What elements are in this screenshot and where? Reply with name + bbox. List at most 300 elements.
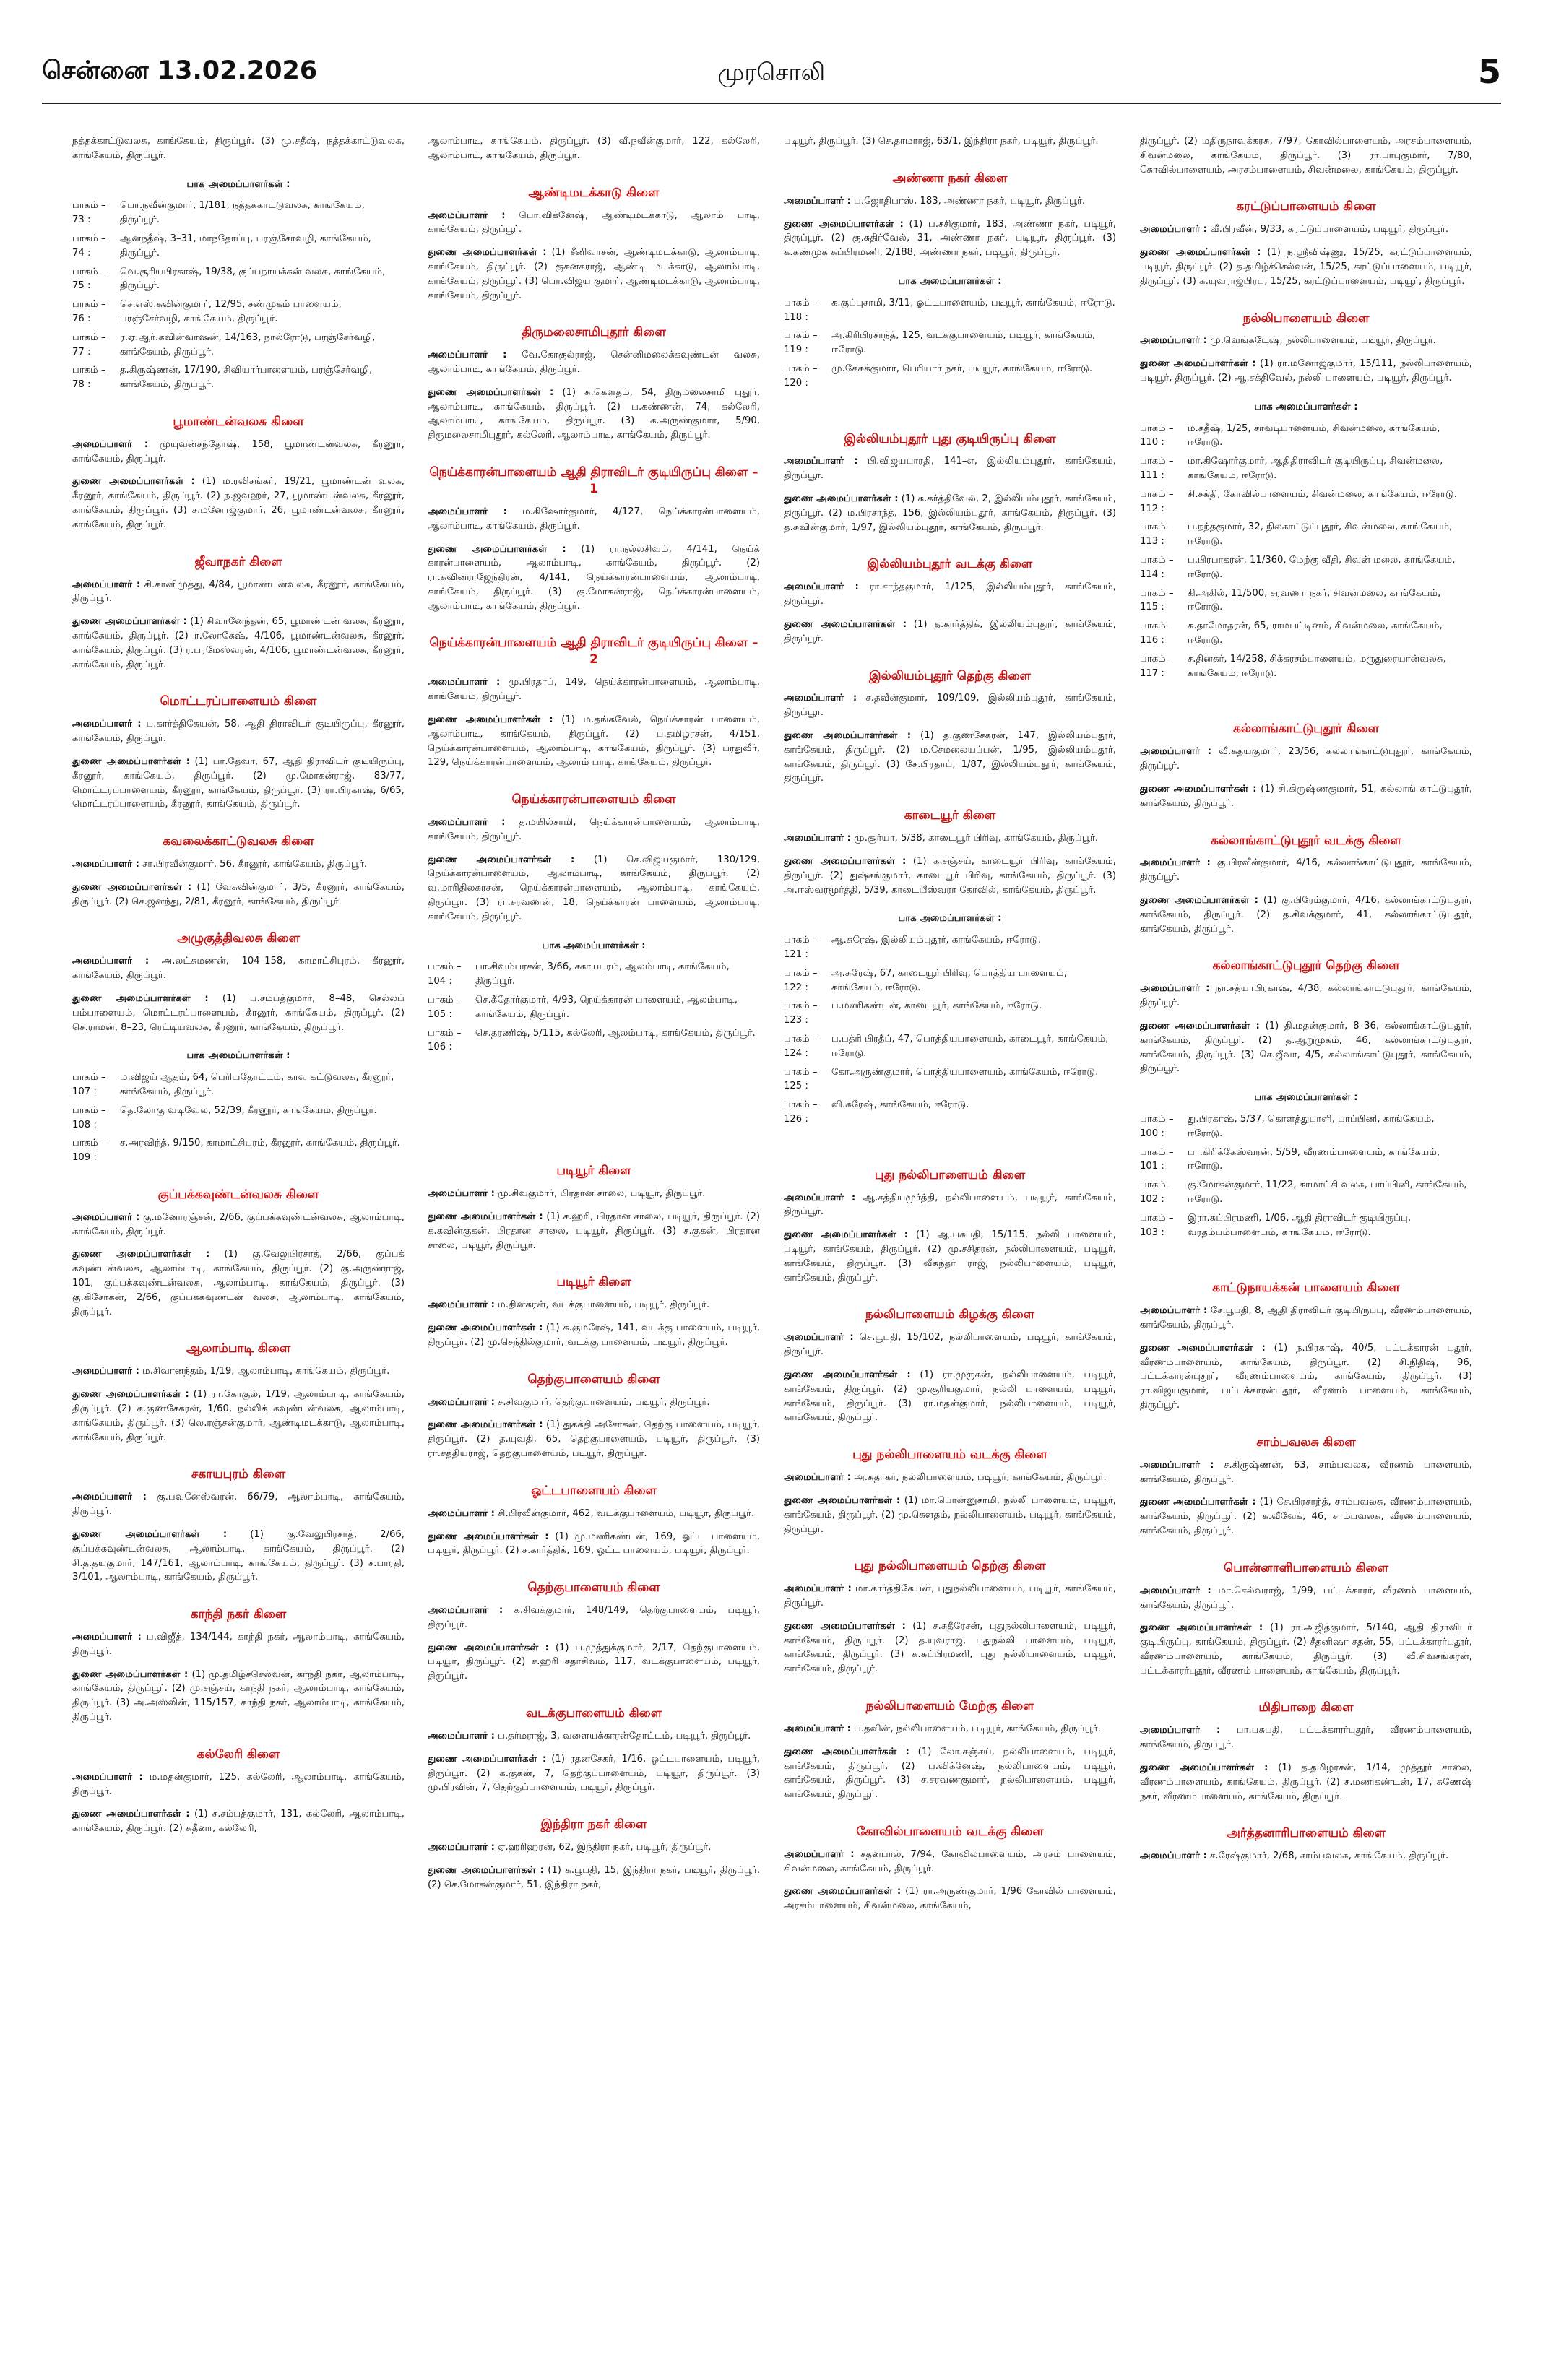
deputy-label: துணை அமைப்பாளர்கள் : [1140, 247, 1261, 259]
deputy-organizers-entry [72, 1247, 405, 1319]
deputy-label: துணை அமைப்பாளர்கள் : [428, 1642, 549, 1653]
bagam-number: பாகம் – 75 : [72, 266, 106, 292]
organizer-label: அமைப்பாளர் : [428, 1188, 495, 1200]
bagam-number: பாகம் – 100 : [1140, 1113, 1174, 1139]
deputy-organizers-entry [72, 475, 405, 532]
organizer-label: அமைப்பாளர் : [428, 1299, 495, 1311]
branch-heading: புது நல்லிபாளையம் தெற்கு கிளை [854, 1559, 1046, 1574]
bagam-text: ப.நந்தகுமார், 32, நிலகாட்டுப்புதூர், சிவன்மலை, காங்கேயம், ஈரோடு. [1188, 522, 1453, 548]
branch-heading: இல்லியம்புதூர் தெற்கு கிளை [869, 668, 1031, 683]
deputy-organizers-entry [1140, 1019, 1472, 1076]
entry-text: சி.கானிமுத்து, 4/84, பூமாண்டன்வலசு, கீரனூர், காங்கேயம், திருப்பூர். [72, 579, 405, 605]
continued-text: நத்தக்காட்டுவலசு, காங்கேயம், திருப்பூர். (3) மு.சதீஷ், நத்தக்காட்டுவலசு, காங்கேயம், திருப்பூர். [72, 136, 405, 161]
entry-text: (1) ந.ஸ்ரீவிஷ்ணு, 15/25, கரட்டுப்பாளையம், படியூர், திருப்பூர். (2) த.தமிழ்ச்செல்வன், 15/25, கரட்டுப்பாளையம், படியூர், திருப்பூர். (3) சு.யுவராஜ்பிரபு, 15/25, கரட்டுப்பாளையம், படியூர், திருப்பூர். [1140, 247, 1472, 287]
deputy-organizers-entry [72, 755, 405, 812]
entry-text: ம.கிஷோர்குமார், 4/127, நெய்க்காரன்பாளையம், ஆலாம்பாடி, காங்கேயம், திருப்பூர். [428, 506, 760, 532]
entry-text: மா.கார்த்திகேயன், புதுநல்லிபாளையம், படியூர், காங்கேயம், திருப்பூர். [784, 1583, 1116, 1609]
entry-text: (1) சி.கிருஷ்ணகுமார், 51, கல்லாங் காட்டுபுதூர், காங்கேயம், திருப்பூர். [1140, 783, 1472, 809]
masthead [42, 52, 1501, 98]
branch-heading: நெய்க்காரன்பாளையம் ஆதி திராவிடர் குடியிருப்பு கிளை – 2 [429, 636, 758, 667]
branch-heading: வடக்குபாளையம் கிளை [525, 1706, 662, 1721]
entry-text: (1) லோ.சஞ்சய், நல்லிபாளையம், படியூர், காங்கேயம், திருப்பூர். (2) ப.விக்னேஷ், நல்லிபாளையம், படியூர், காங்கேயம், திருப்பூர். (3) ச.சரவணகுமார், நல்லிபாளையம், படியூர், காங்கேயம், திருப்பூர். [784, 1746, 1116, 1801]
organizer-label: அமைப்பாளர் : [1140, 1725, 1221, 1736]
organizer-label: அமைப்பாளர் : [428, 1507, 495, 1519]
entry-text: (1) ப.முத்துக்குமார், 2/17, தெற்குபாளையம், படியூர், திருப்பூர். (2) ச.ஹரி சதாசிவம், 117, வடக்குபாளையம், படியூர், திருப்பூர். [428, 1642, 760, 1682]
deputy-label: துணை அமைப்பாளர்கள் : [1140, 358, 1256, 370]
entry-text: ப.விஜீத், 134/144, காந்தி நகர், ஆலாம்பாடி, காங்கேயம், திருப்பூர். [72, 1632, 405, 1657]
organizer-entry [72, 1770, 405, 1799]
organizer-label: அமைப்பாளர் : [72, 1211, 140, 1223]
organizer-label: அமைப்பாளர் : [428, 209, 506, 221]
entry-text: ம.சிவானந்தம், 1/19, ஆலாம்பாடி, காங்கேயம், திருப்பூர். [142, 1366, 390, 1377]
organizer-entry [428, 1395, 760, 1410]
entry-text: ம.தினகரன், வடக்குபாளையம், படியூர், திருப்பூர். [498, 1299, 710, 1311]
branch-heading: ஓட்டபாளையம் கிளை [531, 1483, 657, 1498]
deputy-organizers-entry [1140, 1495, 1472, 1538]
deputy-label: துணை அமைப்பாளர்கள் : [784, 856, 907, 867]
deputy-label: துணை அமைப்பாளர்கள் : [1140, 1622, 1263, 1634]
deputy-label: துணை அமைப்பாளர்கள் : [428, 543, 566, 555]
deputy-organizers-entry [1140, 893, 1472, 936]
bagam-number: பாகம் – 78 : [72, 365, 106, 391]
organizer-entry [428, 505, 760, 534]
entry-text: ப.தவின், நல்லிபாளையம், படியூர், காங்கேயம், திருப்பூர். [854, 1723, 1101, 1734]
organizer-label: அமைப்பாளர் : [784, 693, 857, 704]
entry-text: க.சிவக்குமார், 148/149, தெற்குபாளையம், படியூர், திருப்பூர். [428, 1605, 760, 1630]
deputy-label: துணை அமைப்பாளர்கள் : [72, 992, 209, 1004]
deputy-label: துணை அமைப்பாளர்கள் : [428, 854, 575, 865]
bagam-text: ச.தினகர், 14/258, சிக்கரசம்பாளையம், மருதுரையான்வலசு, காங்கேயம், ஈரோடு. [1188, 653, 1446, 679]
entry-text: (1) கு.பிரேம்குமார், 4/16, கல்லாங்காட்டுபுதூர், காங்கேயம், திருப்பூர். (2) த.சிவக்குமார், 41, கல்லாங்காட்டுபுதூர், காங்கேயம், திருப்பூர். [1140, 895, 1472, 935]
entry-text: மு.சிவகுமார், பிரதான சாலை, படியூர், திருப்பூர். [498, 1188, 706, 1200]
entry-text: ஆ.சத்தியமூர்த்தி, நல்லிபாளையம், படியூர், காங்கேயம், திருப்பூர். [784, 1192, 1116, 1218]
organizer-label: அமைப்பாளர் : [1140, 335, 1207, 347]
deputy-label: துணை அமைப்பாளர்கள் : [1140, 783, 1257, 795]
bagam-number: பாகம் – 108 : [72, 1104, 106, 1130]
deputy-organizers-entry [428, 386, 760, 443]
entry-text: செ.பூபதி, 15/102, நல்லிபாளையம், படியூர், காங்கேயம், திருப்பூர். [784, 1332, 1116, 1358]
bagam-number: பாகம் – 110 : [1140, 423, 1174, 449]
entry-text: (1) மு.மணிகண்டன், 169, ஓட்ட பாளையம், படியூர், திருப்பூர். (2) ச.கார்த்திக், 169, ஓட்ட பாளையம், படியூர், திருப்பூர். [428, 1531, 760, 1557]
organizer-label: அமைப்பாளர் : [1140, 1305, 1208, 1317]
bagam-number: பாகம் – 118 : [784, 297, 818, 323]
organizer-entry [428, 815, 760, 844]
entry-text: சி.பிரவீன்குமார், 462, வடக்குபாளையம், படியூர், திருப்பூர். [498, 1507, 755, 1519]
column-4 [1140, 134, 1472, 2359]
entry-text: (1) ரா.முருகன், நல்லிபாளையம், படியூர், காங்கேயம், திருப்பூர். (2) மு.சூரியகுமார், நல்லி பாளையம், படியூர், காங்கேயம், திருப்பூர். (3) ரா.மதன்குமார், நல்லிபாளையம், படியூர், காங்கேயம், திருப்பூர். [784, 1369, 1116, 1424]
branch-heading: நல்லிபாளையம் கிழக்கு கிளை [865, 1307, 1035, 1323]
deputy-label: துணை அமைப்பாளர்கள் : [72, 616, 187, 628]
deputy-organizers-entry [428, 713, 760, 770]
bagam-row [784, 1098, 1116, 1127]
deputy-organizers-entry [72, 1807, 405, 1836]
page-date: சென்னை 13.02.2026 [42, 56, 318, 85]
bagam-number: பாகம் – 103 : [1140, 1212, 1174, 1238]
bagam-subheading: பாக அமைப்பாளர்கள் : [542, 940, 646, 951]
bagam-text: ஆனந்தீஷ், 3–31, மாந்தோப்பு, பரஞ்சேர்வழி, காங்கேயம், திருப்பூர். [120, 233, 371, 259]
bagam-number: பாகம் – 77 : [72, 332, 106, 358]
organizer-entry [784, 454, 1116, 483]
bagam-row [784, 999, 1116, 1028]
organizer-entry [1140, 1304, 1472, 1333]
continued-text: படியூர், திருப்பூர். (3) செ.தாமராஜ், 63/1, இந்திரா நகர், படியூர், திருப்பூர். [784, 136, 1099, 147]
deputy-label: துணை அமைப்பாளர்கள் : [784, 1494, 901, 1506]
deputy-label: துணை அமைப்பாளர்கள் : [72, 1249, 210, 1260]
branch-heading: நெய்க்காரன்பாளையம் கிளை [511, 792, 676, 808]
bagam-number: பாகம் – 121 : [784, 935, 818, 960]
entry-text: ச.சிவகுமார், தெற்குபாளையம், படியூர், திருப்பூர். [498, 1396, 710, 1408]
entry-text: (1) க.சஞ்சய், காடையூர் பிரிவு, காங்கேயம், திருப்பூர். (2) துஷ்சங்குமார், காடையூர் பிரிவு, காங்கேயம், திருப்பூர். (3) அ.ஈஸ்வரமூர்த்தி, 5/39, காடையீஸ்வரா கோவில், காங்கேயம், திருப்பூர். [784, 856, 1116, 896]
bagam-number: பாகம் – 116 : [1140, 620, 1174, 646]
deputy-organizers-entry [784, 1884, 1116, 1913]
deputy-label: துணை அமைப்பாளர்கள் : [72, 476, 195, 488]
entry-text: கு.பிரவீன்குமார், 4/16, கல்லாங்காட்டுபுதூர், காங்கேயம், திருப்பூர். [1140, 857, 1472, 883]
entry-text: கு.மனோரஞ்சன், 2/66, குப்பக்கவுண்டன்வலசு, ஆலாம்பாடி, காங்கேயம், திருப்பூர். [72, 1211, 405, 1237]
bagam-text: ப.பத்ரி பிரதீப், 47, பொத்தியபாளையம், காடையூர், காங்கேயம், ஈரோடு. [831, 1033, 1109, 1059]
branch-heading: படியூர் கிளை [556, 1275, 631, 1290]
entry-text: (1) சே.பிரசாந்த், சாம்பவலசு, வீரணம்பாளையம், காங்கேயம், திருப்பூர். (2) சு.வீவேக், 46, சாம்பவலசு, வீரணம்பாளையம், காங்கேயம், திருப்பூர். [1140, 1497, 1472, 1536]
deputy-label: துணை அமைப்பாளர்கள் : [428, 1753, 547, 1765]
organizer-label: அமைப்பாளர் : [428, 677, 501, 688]
bagam-row [428, 993, 760, 1022]
branch-heading: கல்லாங்காட்டுபுதூர் தெற்கு கிளை [1212, 959, 1400, 974]
organizer-entry [428, 348, 760, 377]
deputy-organizers-entry [72, 1388, 405, 1445]
bagam-number: பாகம் – 122 : [784, 967, 818, 993]
deputy-label: துணை அமைப்பாளர்கள் : [784, 1620, 906, 1632]
bagam-row [784, 966, 1116, 995]
deputy-organizers-entry [428, 853, 760, 925]
organizer-entry [72, 857, 405, 872]
organizer-label: அமைப்பாளர் : [1140, 1585, 1211, 1596]
bagam-text: செ.தரணிஷ், 5/115, கல்லேரி, ஆலம்பாடி, காங்கேயம், திருப்பூர். [475, 1027, 756, 1039]
entry-text: (1) ரா.அஜித்குமார், 5/140, ஆதி திராவிடர் குடியிருப்பு, காங்கேயம், திருப்பூர். (2) சீதனிஷா சதன், 55, பட்டக்காரர்புதூர், வீரணம்பாளையம், காங்கேயம், திருப்பூர். (3) வீ.சிவசங்கரன், பட்டக்காரர்புதூர், வீரணம் பாளையம், காங்கேயம், திருப்பூர். [1140, 1622, 1472, 1676]
entry-text: பா.பசுபதி, பட்டக்காரர்புதூர், வீரணம்பாளையம், காங்கேயம், திருப்பூர். [1140, 1725, 1472, 1751]
entry-text: (1) ஆ.பசுபதி, 15/115, நல்லி பாளையம், படியூர், காங்கேயம், திருப்பூர். (2) மு.சசிதரன், நல்லிபாளையம், படியூர், காங்கேயம், திருப்பூர். (3) வீசுந்தர் ராஜ், நல்லிபாளையம், படியூர், காங்கேயம், திருப்பூர். [784, 1229, 1116, 1284]
branch-heading: அண்ணா நகர் கிளை [892, 170, 1008, 186]
organizer-label: அமைப்பாளர் : [1140, 1459, 1214, 1471]
entry-text: (1) ந.பிரகாஷ், 40/5, பட்டக்காரன் புதூர், வீரணம்பாளையம், காங்கேயம், திருப்பூர். (2) சி.நிதிஷ், 96, பட்டக்காரன்புதூர், வீரணம்பாளையம், காங்கேயம், திருப்பூர். (3) ரா.விஜயகுமார், பட்டக்காரன்புதூர், வீரணம் பாளையம், காங்கேயம், திருப்பூர். [1140, 1342, 1472, 1411]
branch-heading: நெய்க்காரன்பாளையம் ஆதி திராவிடர் குடியிருப்பு கிளை – 1 [429, 465, 758, 496]
bagam-row [72, 1136, 405, 1165]
entry-text: (1) செ.விஜயகுமார், 130/129, நெய்க்காரன்பாளையம், ஆலாம்பாடி, காங்கேயம், திருப்பூர். (2) வ.மாரிதிலகரசன், நெய்க்காரன்பாளையம், ஆலாம்பாடி, காங்கேயம், திருப்பூர். (3) ரா.சரவணன், 18, நெய்க்காரன் பாளையம், ஆலாம்பாடி, காங்கேயம், திருப்பூர். [428, 854, 760, 922]
bagam-text: இரா.சுப்பிரமணி, 1/06, ஆதி திராவிடர் குடியிருப்பு, வரதம்பம்பாளையம், காங்கேயம், ஈரோடு. [1188, 1212, 1412, 1238]
organizer-label: அமைப்பாளர் : [72, 1366, 139, 1377]
bagam-number: பாகம் – 74 : [72, 233, 106, 259]
organizer-label: அமைப்பாளர் : [428, 350, 507, 361]
deputy-label: துணை அமைப்பாளர்கள் : [72, 1669, 189, 1680]
bagam-number: பாகம் – 101 : [1140, 1146, 1174, 1172]
bagam-number: பாகம் – 123 : [784, 1000, 818, 1026]
deputy-label: துணை அமைப்பாளர்கள் : [1140, 1020, 1260, 1031]
bagam-text: ஆ.சுரேஷ், இல்லியம்புதூர், காங்கேயம், ஈரோடு. [831, 935, 1042, 946]
bagam-text: சு.தாமோதரன், 65, ராமபட்டினம், சிவன்மலை, காங்கேயம், ஈரோடு. [1188, 620, 1443, 646]
bagam-text: பா.சிவம்பரசன், 3/66, சகாயபுரம், ஆலம்பாடி, காங்கேயம், திருப்பூர். [475, 961, 730, 987]
deputy-label: துணை அமைப்பாளர்கள் : [428, 1419, 543, 1431]
entry-text: (1) தி.மதன்குமார், 8–36, கல்லாங்காட்டுபுதூர், காங்கேயம், திருப்பூர். (2) த.ஆறுமுகம், 46, கல்லாங்காட்டுபுதூர், காங்கேயம், திருப்பூர். (3) செ.ஜீவா, 4/5, கல்லாங்காட்டுபுதூர், காங்கேயம், திருப்பூர். [1140, 1020, 1472, 1075]
entry-text: (1) ரா.நல்லசிவம், 4/141, நெய்க் காரன்பாளையம், ஆலாம்பாடி, காங்கேயம், திருப்பூர். (2) ரா.சுவின்ராஜேந்திரன், 4/141, நெய்க்காரன்பாளையம், ஆலாம்பாடி, காங்கேயம், திருப்பூர். (3) கு.மோகன்ராஜ், நெய்க்காரன்பாளையம், ஆலாம்பாடி, காங்கேயம், திருப்பூர். [428, 543, 760, 612]
branch-heading: பொன்னாளிபாளையம் கிளை [1224, 1560, 1388, 1575]
deputy-label: துணை அமைப்பாளர்கள் : [72, 1809, 190, 1820]
deputy-organizers-entry [72, 992, 405, 1034]
bagam-number: பாகம் – 117 : [1140, 653, 1174, 679]
entry-text: ம.மதன்குமார், 125, கல்லேரி, ஆலாம்பாடி, காங்கேயம், திருப்பூர். [72, 1771, 405, 1797]
organizer-entry [72, 717, 405, 746]
organizer-entry [428, 1604, 760, 1632]
organizer-entry [1140, 856, 1472, 885]
entry-text: (1) த.தமிழரசன், 1/14, முத்தூர் சாலை, வீரணம்பாளையம், காங்கேயம், திருப்பூர். (2) ச.மணிகண்டன், 17, சுணேஷ் நகர், வீரணம்பாளையம், காங்கேயம், திருப்பூர். [1140, 1762, 1472, 1802]
entry-text: (1) சீனிவாசன், ஆண்டிமடக்காடு, ஆலாம்பாடி, காங்கேயம், திருப்பூர். (2) குகனகராஜ், ஆண்டி மடக்காடு, ஆலாம்பாடி, காங்கேயம், திருப்பூர். (3) பொ.விஜய குமார், ஆண்டிமடக்காடு, ஆலாம்பாடி, காங்கேயம், திருப்பூர். [428, 247, 760, 301]
deputy-organizers-entry [428, 1864, 760, 1892]
bagam-row [1140, 422, 1472, 451]
bagam-number: பாகம் – 125 : [784, 1066, 818, 1092]
bagam-text: பொ.நவீன்குமார், 1/181, நத்தக்காட்டுவலசு, காங்கேயம், திருப்பூர். [120, 200, 365, 226]
bagam-text: வெ.சூரியபிரகாஷ், 19/38, குப்பநாயக்கன் வலசு, காங்கேயம், திருப்பூர். [120, 266, 386, 292]
deputy-organizers-entry [784, 1619, 1116, 1676]
organizer-entry [428, 1507, 760, 1521]
organizer-entry [784, 691, 1116, 720]
branch-heading: காட்டுநாயக்கன் பாளையம் கிளை [1212, 1281, 1400, 1296]
bagam-text: கு.மோகன்குமார், 11/22, காமாட்சி வலசு, பாப்பினி, காங்கேயம், ஈரோடு. [1188, 1180, 1467, 1205]
deputy-label: துணை அமைப்பாளர்கள் : [784, 1886, 902, 1897]
organizer-entry [784, 580, 1116, 609]
organizer-entry [784, 831, 1116, 846]
entry-text: (1) ப.சம்பத்குமார், 8–48, செல்லப் பம்பாளையம், மொட்டரப்பாளையம், கீரனூர், காங்கேயம், திருப்பூர். (2) செ.ராமன், 8–23, ரெட்டியவலசு, கீரனூர், காங்கேயம், திருப்பூர். [72, 992, 405, 1033]
bagam-text: கோ.அருண்குமார், பொத்தியபாளையம், காங்கேயம், ஈரோடு. [831, 1066, 1099, 1078]
deputy-label: துணை அமைப்பாளர்கள் : [1140, 895, 1258, 906]
organizer-label: அமைப்பாளர் : [784, 833, 851, 844]
bagam-number: பாகம் – 76 : [72, 299, 106, 324]
bagam-text: அ.கிரிபிரசாந்த், 125, வடக்குபாளையம், படியூர், காங்கேயம், ஈரோடு. [831, 330, 1096, 356]
deputy-organizers-entry [784, 1494, 1116, 1536]
organizer-entry [784, 1471, 1116, 1485]
bagam-subheading: பாக அமைப்பாளர்கள் : [898, 275, 1002, 287]
bagam-row [1140, 652, 1472, 681]
entry-text: (1) ச.சுதீரேசன், புதுநல்லிபாளையம், படியூர், காங்கேயம், திருப்பூர். (2) த.யுவராஜ், புதுநல்லி பாளையம், படியூர், காங்கேயம், திருப்பூர். (3) க.சுப்பிரமணி, புது நல்லிபாளையம், படியூர், காங்கேயம், திருப்பூர். [784, 1620, 1116, 1675]
deputy-organizers-entry [784, 492, 1116, 535]
deputy-label: துணை அமைப்பாளர்கள் : [72, 881, 191, 893]
organizer-label: அமைப்பாளர் : [784, 1192, 856, 1203]
bagam-row [1140, 488, 1472, 516]
organizer-entry [1140, 745, 1472, 774]
bagam-row [784, 1065, 1116, 1094]
branch-heading: சாம்பவலசு கிளை [1256, 1435, 1356, 1450]
organizer-entry [1140, 222, 1472, 237]
deputy-label: துணை அமைப்பாளர்கள் : [1140, 1762, 1268, 1774]
deputy-label: துணை அமைப்பாளர்கள் : [784, 730, 912, 742]
branch-heading: ஆலாம்பாடி கிளை [186, 1341, 291, 1356]
entry-text: த.மயில்சாமி, நெய்க்காரன்பாளையம், ஆலாம்பாடி, காங்கேயம், திருப்பூர். [428, 817, 760, 842]
deputy-organizers-entry [72, 1528, 405, 1585]
bagam-row [784, 329, 1116, 358]
entry-text: ப.தர்மராஜ், 3, வளையக்காரன்தோட்டம், படியூர், திருப்பூர். [498, 1731, 751, 1741]
entry-text: அ.சுதாகர், நல்லிபாளையம், படியூர், காங்கேயம், திருப்பூர். [854, 1472, 1107, 1484]
deputy-label: துணை அமைப்பாளர்கள் : [428, 1211, 543, 1222]
deputy-organizers-entry [784, 1368, 1116, 1425]
organizer-entry [428, 209, 760, 238]
bagam-row [72, 363, 405, 392]
entry-text: (1) ரா.கோகுல், 1/19, ஆலாம்பாடி, காங்கேயம், திருப்பூர். (2) க.குணசேகரன், 1/60, நல்லிக் கவுண்டன்வலசு, ஆலாம்பாடி, காங்கேயம், திருப்பூர். (3) லெ.ரஞ்சன்குமார், ஆண்டிமடக்காடு, ஆலாம்பாடி, காங்கேயம், திருப்பூர். [72, 1389, 405, 1443]
bagam-number: பாகம் – 107 : [72, 1072, 106, 1097]
branch-heading: கவலைக்காட்டுவலசு கிளை [163, 834, 314, 849]
entry-text: (1) ச.ஹரி, பிரதான சாலை, படியூர், திருப்பூர். (2) க.கவின்குகன், பிரதான சாலை, படியூர், திருப்பூர். (3) ச.குகன், பிரதான சாலை, படியூர், திருப்பூர். [428, 1211, 760, 1251]
deputy-organizers-entry [1140, 1341, 1472, 1413]
entry-text: (1) ம.ரவிசங்கர், 19/21, பூமாண்டன் வலசு, கீரனூர், காங்கேயம், திருப்பூர். (2) ந.ஜவஹர், 27, பூமாண்டன்வலசு, கீரனூர், காங்கேயம், திருப்பூர். (3) ச.மனோஜ்குமார், 26, பூமாண்டன்வலசு, கீரனூர், காங்கேயம், திருப்பூர். [72, 476, 405, 530]
organizer-entry [784, 1722, 1116, 1736]
organizer-label: அமைப்பாளர் : [1140, 857, 1211, 869]
organizer-entry [784, 1330, 1116, 1359]
bagam-text: கி.அகில், 11/500, சரவணா நகர், சிவன்மலை, காங்கேயம், ஈரோடு. [1188, 587, 1441, 613]
bagam-text: ப.பிரபாகரன், 11/360, மேற்கு வீதி, சிவன் மலை, காங்கேயம், ஈரோடு. [1188, 555, 1456, 580]
deputy-label: துணை அமைப்பாளர்கள் : [784, 218, 904, 230]
organizer-entry [784, 1191, 1116, 1220]
deputy-label: துணை அமைப்பாளர்கள் : [72, 756, 191, 767]
deputy-label: துணை அமைப்பாளர்கள் : [784, 1746, 909, 1757]
bagam-text: செ.எஸ்.சுவின்குமார், 12/95, சண்முகம் பாளையம், பரஞ்சேர்வழி, காங்கேயம், திருப்பூர். [120, 299, 342, 324]
bagam-number: பாகம் – 115 : [1140, 587, 1174, 613]
bagam-number: பாகம் – 106 : [428, 1027, 462, 1053]
bagam-text: தெ.லோகு வடிவேல், 52/39, கீரனூர், காங்கேயம், திருப்பூர். [120, 1104, 377, 1116]
bagam-row [1140, 553, 1472, 582]
continued-text: ஆலாம்பாடி, காங்கேயம், திருப்பூர். (3) வீ.நவீன்குமார், 122, கல்லேரி, ஆலாம்பாடி, காங்கேயம், திருப்பூர். [428, 136, 760, 161]
deputy-label: துணை அமைப்பாளர்கள் : [784, 1369, 911, 1380]
bagam-text: ச.அரவிந்த், 9/150, காமாட்சிபுரம், கீரனூர், காங்கேயம், திருப்பூர். [120, 1138, 400, 1149]
bagam-row [1140, 1112, 1472, 1141]
deputy-label: துணை அமைப்பாளர்கள் : [428, 1531, 549, 1542]
bagam-number: பாகம் – 120 : [784, 363, 818, 389]
header-rule [42, 103, 1501, 104]
bagam-number: பாகம் – 105 : [428, 995, 462, 1020]
organizer-label: அமைப்பாளர் : [784, 195, 851, 207]
entry-text: ப.ஜோதிபாஸ், 183, அண்ணா நகர், படியூர், திருப்பூர். [854, 195, 1086, 207]
bagam-number: பாகம் – 102 : [1140, 1180, 1174, 1205]
organizer-entry [1140, 334, 1472, 348]
bagam-row [72, 331, 405, 360]
bagam-row [1140, 454, 1472, 483]
branch-heading: தெற்குபாளையம் கிளை [527, 1372, 660, 1387]
bagam-text: வி.சுரேஷ், காங்கேயம், ஈரோடு. [831, 1099, 969, 1111]
entry-text: (1) கு.வேலுபிரசாத், 2/66, குப்பக்கவுண்டன்வலசு, ஆலாம்பாடி, காங்கேயம், திருப்பூர். (2) சி.த.தயகுமார், 147/161, ஆலாம்பாடி, காங்கேயம், திருப்பூர். (3) ச.பாரதி, 3/101, ஆலாம்பாடி, காங்கேயம், திருப்பூர். [72, 1528, 405, 1583]
deputy-organizers-entry [428, 1321, 760, 1350]
organizer-label: அமைப்பாளர் : [428, 817, 506, 828]
organizer-label: அமைப்பாளர் : [784, 1723, 851, 1734]
organizer-label: அமைப்பாளர் : [784, 581, 859, 593]
deputy-label: துணை அமைப்பாளர்கள் : [72, 1528, 228, 1540]
organizer-label: அமைப்பாளர் : [784, 1583, 852, 1595]
organizer-label: அமைப்பாளர் : [72, 1771, 143, 1783]
deputy-organizers-entry [784, 854, 1116, 897]
deputy-organizers-entry [1140, 782, 1472, 811]
bagam-row [72, 199, 405, 228]
organizer-label: அமைப்பாளர் : [784, 1472, 851, 1484]
entry-text: (1) மு.தமிழ்ச்செல்வன், காந்தி நகர், ஆலாம்பாடி, காங்கேயம், திருப்பூர். (2) மு.சஞ்சய், காந்தி நகர், ஆலாம்பாடி, காங்கேயம், திருப்பூர். (3) அ.அஸ்லின், 115/157, காந்தி நகர், ஆலாம்பாடி, காங்கேயம், திருப்பூர். [72, 1669, 405, 1723]
branch-heading: மிதிபாறை கிளை [1258, 1700, 1354, 1715]
entry-text: நா.சத்யாபிரகாஷ், 4/38, கல்லாங்காட்டுபுதூர், காங்கேயம், திருப்பூர். [1140, 983, 1472, 1009]
deputy-organizers-entry [1140, 1621, 1472, 1678]
branch-heading: ஜீவாநகர் கிளை [194, 554, 282, 569]
organizer-entry [428, 1729, 760, 1744]
bagam-text: மா.கிஷோர்குமார், ஆதிதிராவிடர் குடியிருப்பு, சிவன்மலை, காங்கேயம், ஈரோடு. [1188, 456, 1443, 482]
entry-text: வீ.சுதயகுமார், 23/56, கல்லாங்காட்டுபுதூர், காங்கேயம், திருப்பூர். [1140, 746, 1472, 772]
organizer-entry [72, 1211, 405, 1239]
entry-text: ச.தவீன்குமார், 109/109, இல்லியம்புதூர், காங்கேயம், திருப்பூர். [784, 693, 1116, 719]
organizer-entry [72, 578, 405, 607]
branch-heading: கல்லாங்காட்டுபுதூர் கிளை [1232, 722, 1380, 737]
organizer-entry [72, 438, 405, 467]
deputy-organizers-entry [1140, 1761, 1472, 1804]
bagam-text: மு.கேசுக்குமார், பெரியார் நகர், படியூர், காங்கேயம், ஈரோடு. [831, 363, 1093, 374]
bagam-subheading: பாக அமைப்பாளர்கள் : [1254, 401, 1358, 412]
deputy-organizers-entry [784, 1745, 1116, 1802]
bagam-number: பாகம் – 73 : [72, 200, 106, 226]
entry-text: (1) த.குணசேகரன், 147, இல்லியம்புதூர், காங்கேயம், திருப்பூர். (2) ம.சேமலையப்பன், 1/95, இல்லியம்புதூர், காங்கேயம், திருப்பூர். (3) சே.பிரதாப், 1/87, இல்லியம்புதூர், காங்கேயம், திருப்பூர். [784, 730, 1116, 784]
organizer-entry [784, 194, 1116, 209]
organizer-label: அமைப்பாளர் : [72, 579, 141, 590]
deputy-label: துணை அமைப்பாளர்கள் : [428, 386, 554, 398]
bagam-row [72, 1070, 405, 1099]
entry-text: (1) ரா.மனோஜ்குமார், 15/111, நல்லிபாளையம், படியூர், திருப்பூர். (2) ஆ.சக்திவேல், நல்லி பாளையம், படியூர், திருப்பூர். [1140, 358, 1472, 384]
deputy-label: துணை அமைப்பாளர்கள் : [784, 493, 899, 505]
branch-heading: கோவில்பாளையம் வடக்கு கிளை [856, 1824, 1044, 1839]
column-2 [428, 134, 760, 2359]
deputy-organizers-entry [428, 246, 760, 303]
bagam-row [72, 265, 405, 294]
entry-text: ஏ.ஹரிஹரன், 62, இந்திரா நகர், படியூர், திருப்பூர். [498, 1842, 712, 1853]
bagam-row [784, 296, 1116, 325]
bagam-row [784, 1032, 1116, 1061]
entry-text: (1) சு.பூபதி, 15, இந்திரா நகர், படியூர், திருப்பூர். (2) செ.மோகன்குமார், 51, இந்திரா நகர், [428, 1864, 760, 1890]
branch-heading: கல்லாங்காட்டுபுதூர் வடக்கு கிளை [1211, 833, 1401, 848]
entry-text: சதனபால், 7/94, கோவில்பாளையம், அரசம் பாளையம், சிவன்மலை, காங்கேயம், திருப்பூர். [784, 1848, 1116, 1874]
branch-heading: தெற்குபாளையம் கிளை [527, 1580, 660, 1596]
branch-heading: திருமலைசாமிபுதூர் கிளை [522, 325, 666, 340]
deputy-organizers-entry [784, 217, 1116, 260]
bagam-text: ப.மணிகண்டன், காடையூர், காங்கேயம், ஈரோடு. [831, 1000, 1042, 1012]
entry-text: கு.பவனேஸ்வரன், 66/79, ஆலாம்பாடி, காங்கேயம், திருப்பூர். [72, 1492, 405, 1518]
bagam-row [1140, 1178, 1472, 1207]
organizer-label: அமைப்பாளர் : [784, 456, 858, 467]
newspaper-name: முரசொலி [717, 58, 826, 86]
branch-heading: இல்லியம்புதூர் புது குடியிருப்பு கிளை [844, 431, 1056, 446]
bagam-text: செ.கீதோர்குமார், 4/93, நெய்க்காரன் பாளையம், ஆலம்பாடி, காங்கேயம், திருப்பூர். [475, 995, 738, 1020]
branch-heading: கரட்டுப்பாளையம் கிளை [1236, 199, 1376, 215]
branch-heading: காடையூர் கிளை [904, 808, 996, 823]
entry-text: (1) பா.தேவா, 67, ஆதி திராவிடர் குடியிருப்பு, கீரனூர், காங்கேயம், திருப்பூர். (2) மு.மோகன்ராஜ், 83/77, மொட்டரப்பாளையம், கீரனூர், காங்கேயம், திருப்பூர். (3) ரா.பிரகாஷ், 6/65, மொட்டரப்பாளையம், கீரனூர், காங்கேயம், திருப்பூர். [72, 756, 405, 810]
organizer-label: அமைப்பாளர் : [784, 1332, 854, 1343]
bagam-row [1140, 1146, 1472, 1174]
entry-text: (1) சிவானேந்தன், 65, பூமாண்டன் வலசு, கீரனூர், காங்கேயம், திருப்பூர். (2) ர.லோகேஷ், 4/106, பூமாண்டன்வலசு, கீரனூர், காங்கேயம், திருப்பூர். (3) ர.பரமேஸ்வரன், 4/106, பூமாண்டன்வலசு, கீரனூர், காங்கேயம், திருப்பூர். [72, 616, 405, 670]
entry-text: (1) க.கர்த்திவேல், 2, இல்லியம்புதூர், காங்கேயம், திருப்பூர். (2) ம.பிரசாந்த், 156, இல்லியம்புதூர், காங்கேயம், திருப்பூர். (3) த.சுவின்குமார், 1/97, இல்லியம்புதூர், காங்கேயம், திருப்பூர். [784, 493, 1116, 533]
entry-text: (1) சு.கௌதம், 54, திருமலைசாமி புதூர், ஆலாம்பாடி, காங்கேயம், திருப்பூர். (2) ப.கண்ணன், 74, கல்லேரி, ஆலாம்பாடி, காங்கேயம், திருப்பூர். (3) க.அருண்குமார், 5/90, திருமலைசாமிபுதூர், கல்லேரி, ஆலாம்பாடி, காங்கேயம், திருப்பூர். [428, 386, 760, 441]
organizer-label: அமைப்பாளர் : [428, 506, 507, 517]
deputy-label: துணை அமைப்பாளர்கள் : [428, 1864, 544, 1876]
bagam-row [428, 1026, 760, 1055]
deputy-organizers-entry [428, 1210, 760, 1252]
deputy-organizers-entry [428, 1641, 760, 1684]
entry-text: (1) ரதனசேகர், 1/16, ஓட்டபாளையம், படியூர், திருப்பூர். (2) க.குகன், 7, தெற்குப்பாளையம், படியூர், திருப்பூர். (3) மு.பிரவின், 7, தெற்குப்பாளையம், படியூர், திருப்பூர். [428, 1753, 760, 1793]
branch-heading: பூமாண்டன்வலசு கிளை [173, 414, 304, 429]
entry-text: (1) வேசுவின்குமார், 3/5, கீரனூர், காங்கேயம், திருப்பூர். (2) செ.ஜனந்து, 2/81, கீரனூர், காங்கேயம், திருப்பூர். [72, 881, 405, 907]
entry-text: சே.பூபதி, 8, ஆதி திராவிடர் குடியிருப்பு, வீரணம்பாளையம், காங்கேயம், திருப்பூர். [1140, 1305, 1472, 1331]
deputy-label: துணை அமைப்பாளர்கள் : [428, 247, 547, 259]
entry-text: மு.வெங்கடேஷ், நல்லிபாளையம், படியூர், திருப்பூர். [1210, 335, 1436, 347]
bagam-number: பாகம் – 104 : [428, 961, 462, 987]
column-3 [784, 134, 1116, 2359]
branch-heading: அர்த்தனாரிபாளையம் கிளை [1226, 1826, 1386, 1841]
entry-text: அ.லட்சுமணன், 104–158, காமாட்சிபுரம், கீரனூர், காங்கேயம், திருப்பூர். [72, 956, 405, 982]
entry-text: ச.கிருஷ்ணன், 63, சாம்பவலசு, வீரணம் பாளையம், காங்கேயம், திருப்பூர். [1140, 1459, 1472, 1485]
bagam-text: ம.விஜய் ஆதம், 64, பெரியதோட்டம், காவ கட்டுவலசு, கீரனூர், காங்கேயம், திருப்பூர். [120, 1072, 394, 1097]
